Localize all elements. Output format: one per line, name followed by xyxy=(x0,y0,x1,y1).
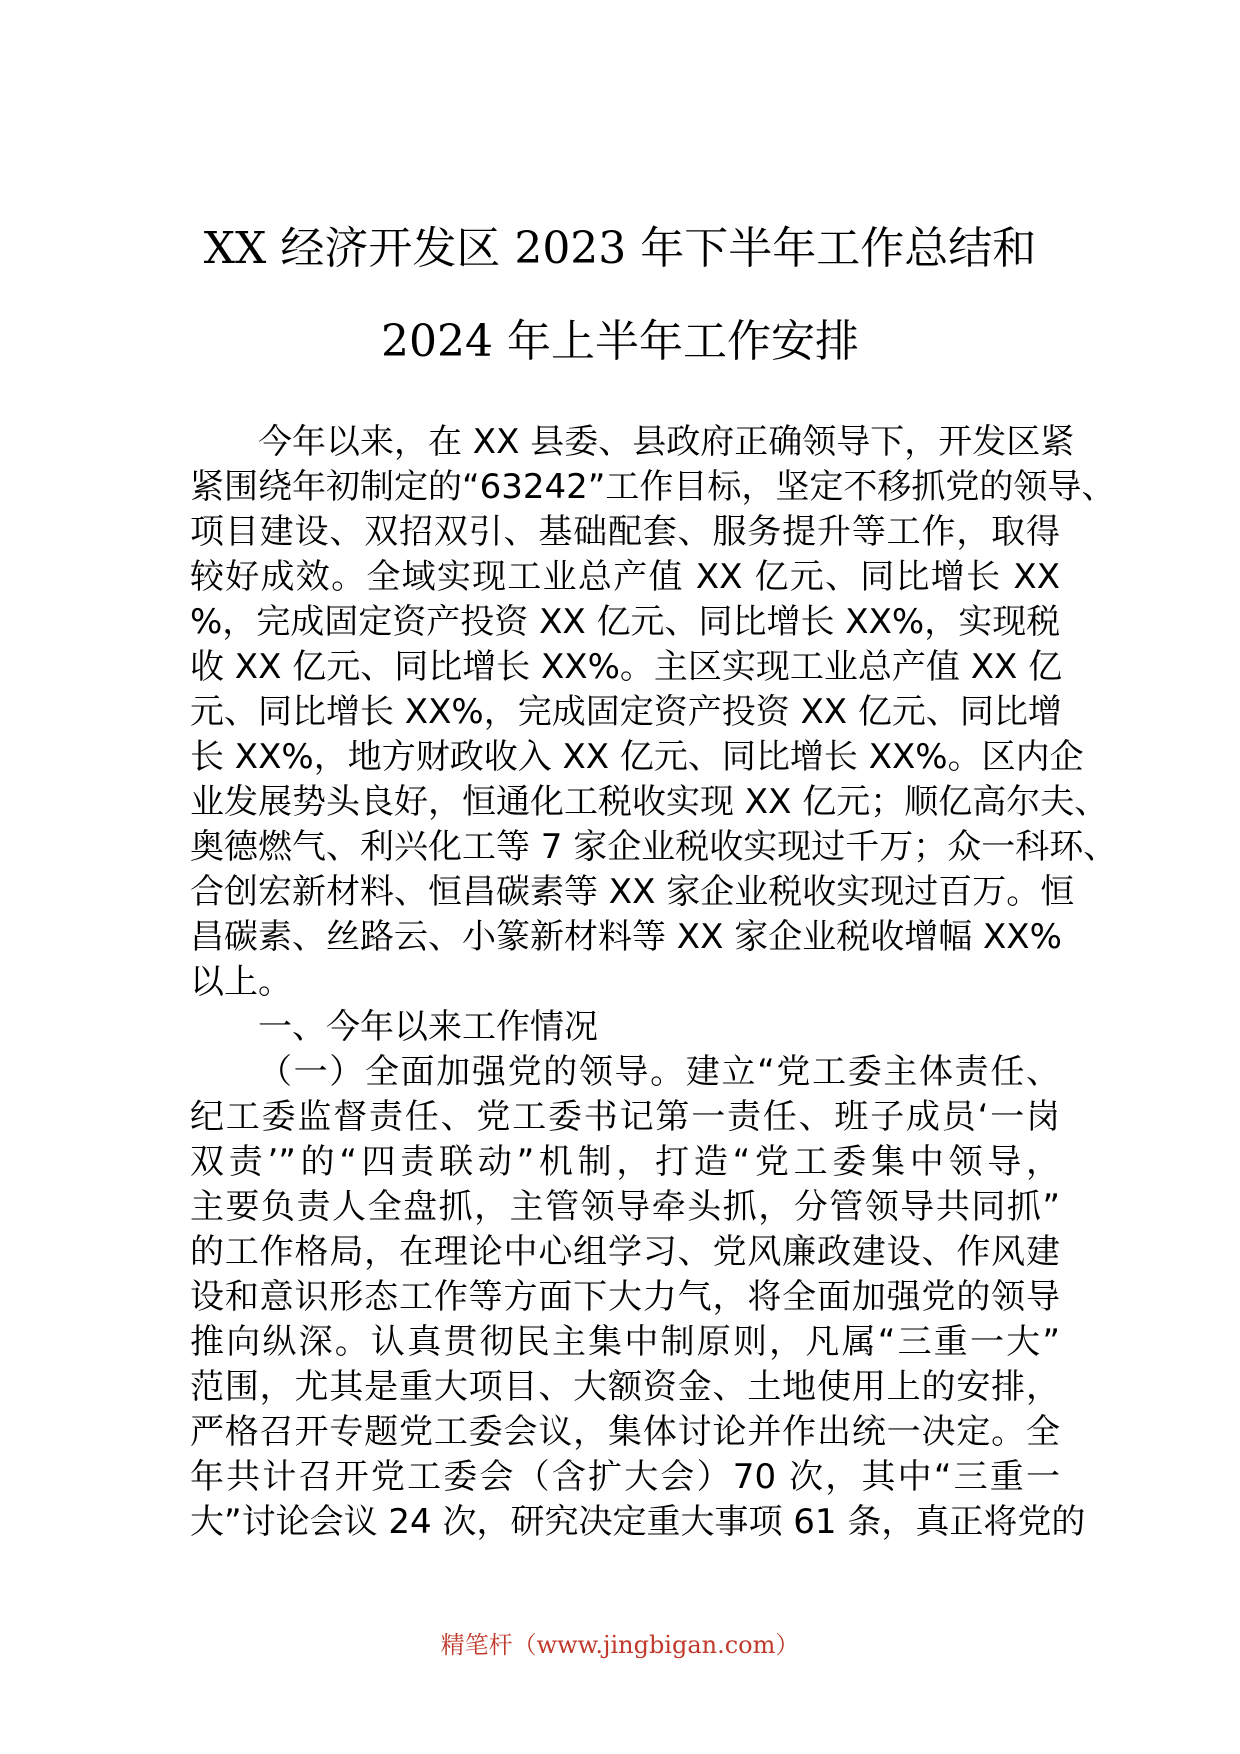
body-line: （一）全面加强党的领导。建立“党工委主体责任、 xyxy=(258,1052,1060,1092)
body-line: 纪工委监督责任、党工委书记第一责任、班子成员‘一岗 xyxy=(190,1097,1060,1137)
body-line: 年共计召开党工委会（含扩大会）70 次，其中“三重一 xyxy=(190,1457,1060,1497)
body-line: 收 XX 亿元、同比增长 XX%。主区实现工业总产值 XX 亿 xyxy=(190,647,1063,687)
body-line: 双责’”的“四责联动”机制，打造“党工委集中领导， xyxy=(190,1142,1060,1182)
document-title-line-2: 2024 年上半年工作安排 xyxy=(381,316,859,367)
body-line: 较好成效。全域实现工业总产值 XX 亿元、同比增长 XX xyxy=(190,557,1060,597)
body-line: 设和意识形态工作等方面下大力气，将全面加强党的领导 xyxy=(190,1277,1060,1317)
footer-watermark: 精笔杆（www.jingbigan.com） xyxy=(440,1631,800,1659)
body-line: 业发展势头良好，恒通化工税收实现 XX 亿元；顺亿高尔夫、 xyxy=(190,782,1109,822)
body-line: 大”讨论会议 24 次，研究决定重大事项 61 条，真正将党的 xyxy=(190,1502,1086,1542)
body-line: 推向纵深。认真贯彻民主集中制原则，凡属“三重一大” xyxy=(190,1322,1060,1362)
section-heading: 一、今年以来工作情况 xyxy=(258,1007,598,1047)
body-line: 项目建设、双招双引、基础配套、服务提升等工作，取得 xyxy=(190,512,1060,552)
body-line: 合创宏新材料、恒昌碳素等 XX 家企业税收实现过百万。恒 xyxy=(190,872,1075,912)
body-line: 昌碳素、丝路云、小篆新材料等 XX 家企业税收增幅 XX% xyxy=(190,917,1062,957)
body-line: 奥德燃气、利兴化工等 7 家企业税收实现过千万；众一科环、 xyxy=(190,827,1118,867)
document-title-line-1: XX 经济开发区 2023 年下半年工作总结和 xyxy=(203,223,1037,274)
body-line: 范围，尤其是重大项目、大额资金、土地使用上的安排， xyxy=(190,1367,1060,1407)
body-line: 严格召开专题党工委会议，集体讨论并作出统一决定。全 xyxy=(190,1412,1060,1452)
body-line: %，完成固定资产投资 XX 亿元、同比增长 XX%，实现税 xyxy=(190,602,1061,642)
document-body xyxy=(190,420,1118,1545)
body-line: 今年以来，在 XX 县委、县政府正确领导下，开发区紧 xyxy=(258,422,1075,462)
body-line: 以上。 xyxy=(190,962,292,1002)
body-line: 元、同比增长 XX%，完成固定资产投资 XX 亿元、同比增 xyxy=(190,692,1062,732)
body-line: 长 XX%，地方财政收入 XX 亿元、同比增长 XX%。区内企 xyxy=(190,737,1084,777)
body-line: 的工作格局，在理论中心组学习、党风廉政建设、作风建 xyxy=(190,1232,1060,1272)
body-line: 主要负责人全盘抓，主管领导牵头抓，分管领导共同抓” xyxy=(190,1187,1060,1227)
body-line: 紧围绕年初制定的“63242”工作目标，坚定不移抓党的领导、 xyxy=(190,467,1116,507)
